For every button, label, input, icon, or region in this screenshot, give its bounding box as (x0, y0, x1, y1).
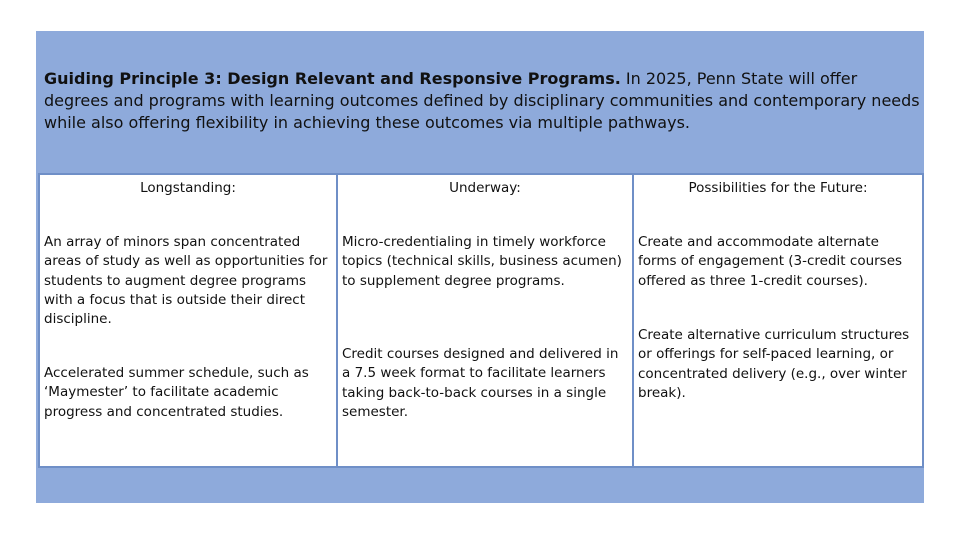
table-cell: Credit courses designed and delivered in a 7.5 week format to facilitate learners taking back-to-back courses in a single semester. (342, 346, 619, 420)
principle-title: Guiding Principle 3: Design Relevant and Responsive Programs. (44, 69, 621, 88)
table-cell: Accelerated summer schedule, such as ‘Maymester’ to facilitate academic progress and concentrated studies. (44, 365, 309, 420)
column-future (632, 175, 922, 466)
column-heading: Longstanding: (140, 180, 236, 196)
table-cell: Create and accommodate alternate forms of engagement (3-credit courses offered as three 1-credit courses). (638, 234, 903, 289)
pathways-table (38, 173, 924, 468)
principle-description: In 2025, Penn State will offer degrees and programs with learning outcomes defined by disciplinary communities and contemporary needs while also offering flexibility in achieving these outcomes via multiple pathways. (44, 69, 920, 132)
footer-band (36, 468, 924, 503)
slide-panel (36, 31, 924, 503)
table-cell: Create alternative curriculum structures or offerings for self-paced learning, or concentrated delivery (e.g., over winter break). (638, 327, 910, 401)
table-cell: An array of minors span concentrated areas of study as well as opportunities for students to augment degree programs with a focus that is outside their direct discipline. (44, 234, 328, 328)
table-cell: Micro-credentialing in timely workforce topics (technical skills, business acumen) to supplement degree programs. (342, 234, 622, 289)
guiding-principle-text (44, 68, 920, 134)
column-underway (336, 175, 632, 466)
column-heading: Possibilities for the Future: (688, 180, 868, 196)
column-longstanding (40, 175, 336, 466)
column-heading: Underway: (449, 180, 521, 196)
